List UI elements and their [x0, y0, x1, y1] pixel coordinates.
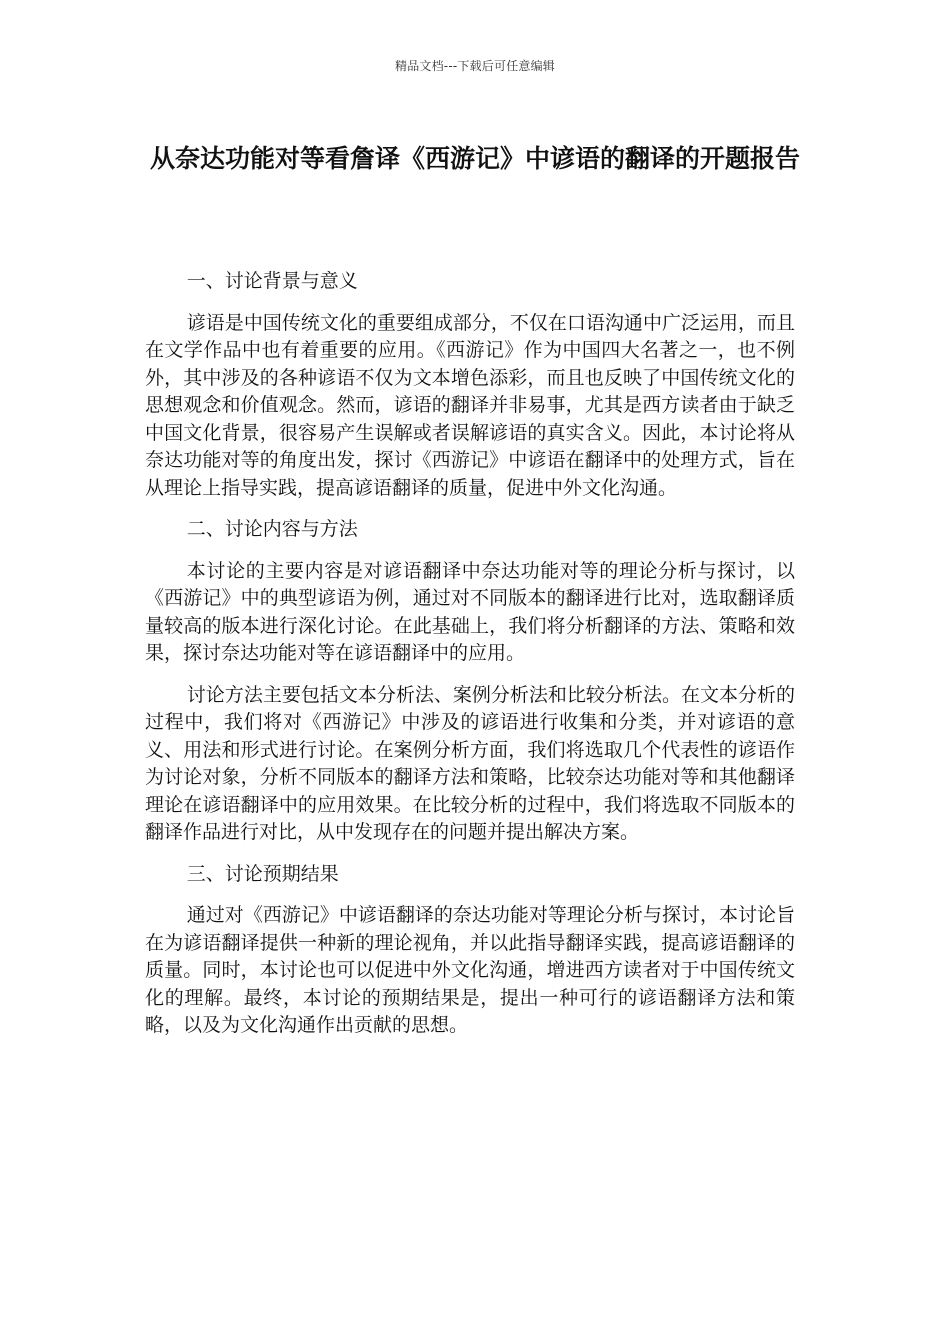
- paragraph: 通过对《西游记》中谚语翻译的奈达功能对等理论分析与探讨，本讨论旨在为谚语翻译提供一种新的理论视角，并以此指导翻译实践，提高谚语翻译的质量。同时，本讨论也可以促进中外文化沟通，增进西方读者对于中国传统文化的理解。最终，本讨论的预期结果是，提出一种可行的谚语翻译方法和策略，以及为文化沟通作出贡献的思想。: [145, 904, 795, 1036]
- section-heading: 三、讨论预期结果: [186, 862, 339, 885]
- section-background: [145, 268, 795, 502]
- section-heading: 二、讨论内容与方法: [186, 518, 358, 540]
- document-title: 从奈达功能对等看詹译《西游记》中谚语的翻译的开题报告: [149, 144, 800, 173]
- section-expected-results: [145, 861, 795, 1040]
- paragraph: 讨论方法主要包括文本分析法、案例分析法和比较分析法。在文本分析的过程中，我们将对《西游记》中涉及的谚语进行收集和分类，并对谚语的意义、用法和形式进行讨论。在案例分析方面，我们将选取几个代表性的谚语作为讨论对象，分析不同版本的翻译方法和策略，比较奈达功能对等和其他翻译理论在谚语翻译中的应用效果。在比较分析的过程中，我们将选取不同版本的翻译作品进行对比，从中发现存在的问题并提出解决方案。: [145, 683, 795, 843]
- paragraph: 本讨论的主要内容是对谚语翻译中奈达功能对等的理论分析与探讨，以《西游记》中的典型谚语为例，通过对不同版本的翻译进行比对，选取翻译质量较高的版本进行深化讨论。在此基础上，我们将分析翻译的方法、策略和效果，探讨奈达功能对等在谚语翻译中的应用。: [145, 559, 795, 664]
- section-heading: 一、讨论背景与意义: [186, 270, 358, 292]
- document-body: [145, 268, 795, 1054]
- paragraph: 谚语是中国传统文化的重要组成部分，不仅在口语沟通中广泛运用，而且在文学作品中也有着重要的应用。《西游记》作为中国四大名著之一，也不例外，其中涉及的各种谚语不仅为文本增色添彩，而且也反映了中国传统文化的思想观念和价值观念。然而，谚语的翻译并非易事，尤其是西方读者由于缺乏中国文化背景，很容易产生误解或者误解谚语的真实含义。因此，本讨论将从奈达功能对等的角度出发，探讨《西游记》中谚语在翻译中的处理方式，旨在从理论上指导实践，提高谚语翻译的质量，促进中外文化沟通。: [145, 311, 795, 499]
- section-content-method: [145, 516, 795, 847]
- header-note: 精品文档---下载后可任意编辑: [395, 59, 555, 73]
